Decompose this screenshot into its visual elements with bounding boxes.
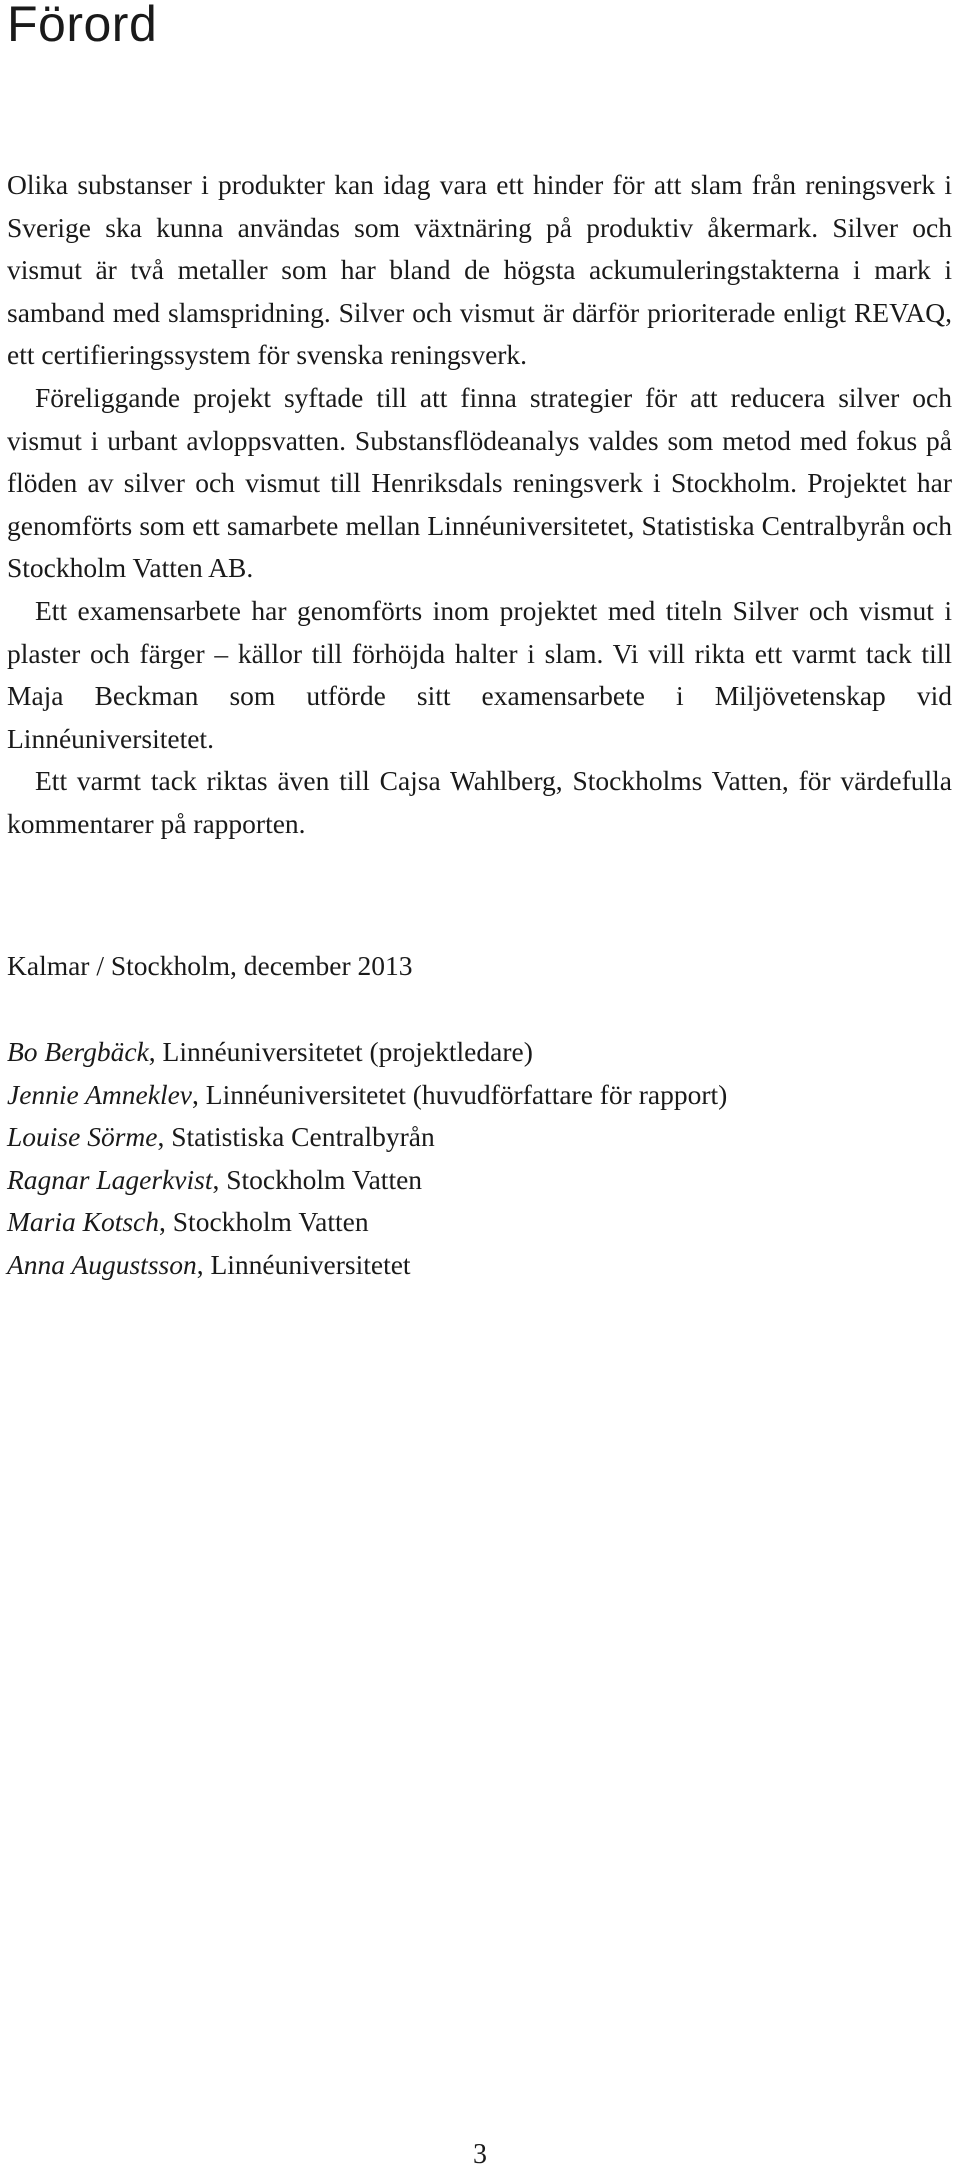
- paragraph: Föreliggande projekt syftade till att finna strategier för att reducera silver och vismut i urbant avloppsvatten. Substansflödeanalys valdes som metod med fokus på flöden av silver och vismut till Henriksdals reningsverk i Stockholm. Projektet har genomförts som ett samarbete mellan Linnéuniversitetet, Statistiska Centralbyrån och Stockholm Vatten AB.: [7, 381, 952, 584]
- paragraph: Ett examensarbete har genomförts inom projektet med titeln Silver och vismut i plaster och färger – källor till förhöjda halter i slam. Vi vill rikta ett varmt tack till Maja Beckman som utförde sitt examensarbete i Miljövetenskap vid Linnéuniversitetet.: [7, 594, 952, 754]
- author-name: Louise Sörme: [7, 1121, 158, 1152]
- author-name: Ragnar Lagerkvist: [7, 1163, 213, 1195]
- author-name: Anna Augustsson: [7, 1248, 197, 1280]
- author-list: [7, 1031, 727, 1286]
- author-entry: [7, 1244, 727, 1287]
- author-affiliation: , Linnéuniversitetet (huvudförfattare för rapport): [192, 1078, 728, 1110]
- author-name: Bo Bergbäck: [7, 1036, 149, 1067]
- preface-body: [7, 164, 952, 846]
- author-affiliation: , Statistiska Centralbyrån: [157, 1121, 435, 1152]
- page-number: 3: [473, 2139, 487, 2170]
- author-entry: [7, 1201, 727, 1244]
- author-name: Jennie Amneklev: [7, 1078, 193, 1110]
- author-entry: [7, 1031, 727, 1074]
- author-affiliation: , Stockholm Vatten: [212, 1163, 423, 1195]
- author-entry: [7, 1074, 727, 1117]
- page-title: Förord: [7, 0, 158, 52]
- author-name: Maria Kotsch: [7, 1206, 160, 1237]
- author-affiliation: , Linnéuniversitetet (projektledare): [148, 1036, 533, 1067]
- place-and-date: Kalmar / Stockholm, december 2013: [7, 950, 413, 981]
- paragraph: Olika substanser i produkter kan idag vara ett hinder för att slam från reningsverk i Sverige ska kunna användas som växtnäring på produktiv åkermark. Silver och vismut är två metaller som har bland de högsta ackumuleringstakterna i mark i samband med slamspridning. Silver och vismut är därför prioriterade enligt REVAQ, ett certifieringssystem för svenska reningsverk.: [7, 169, 952, 371]
- author-entry: [7, 1159, 727, 1202]
- paragraph: Ett varmt tack riktas även till Cajsa Wahlberg, Stockholms Vatten, för värdefulla kommentarer på rapporten.: [7, 765, 952, 839]
- author-affiliation: , Stockholm Vatten: [159, 1206, 369, 1237]
- author-affiliation: , Linnéuniversitetet: [196, 1248, 411, 1280]
- author-entry: [7, 1116, 727, 1159]
